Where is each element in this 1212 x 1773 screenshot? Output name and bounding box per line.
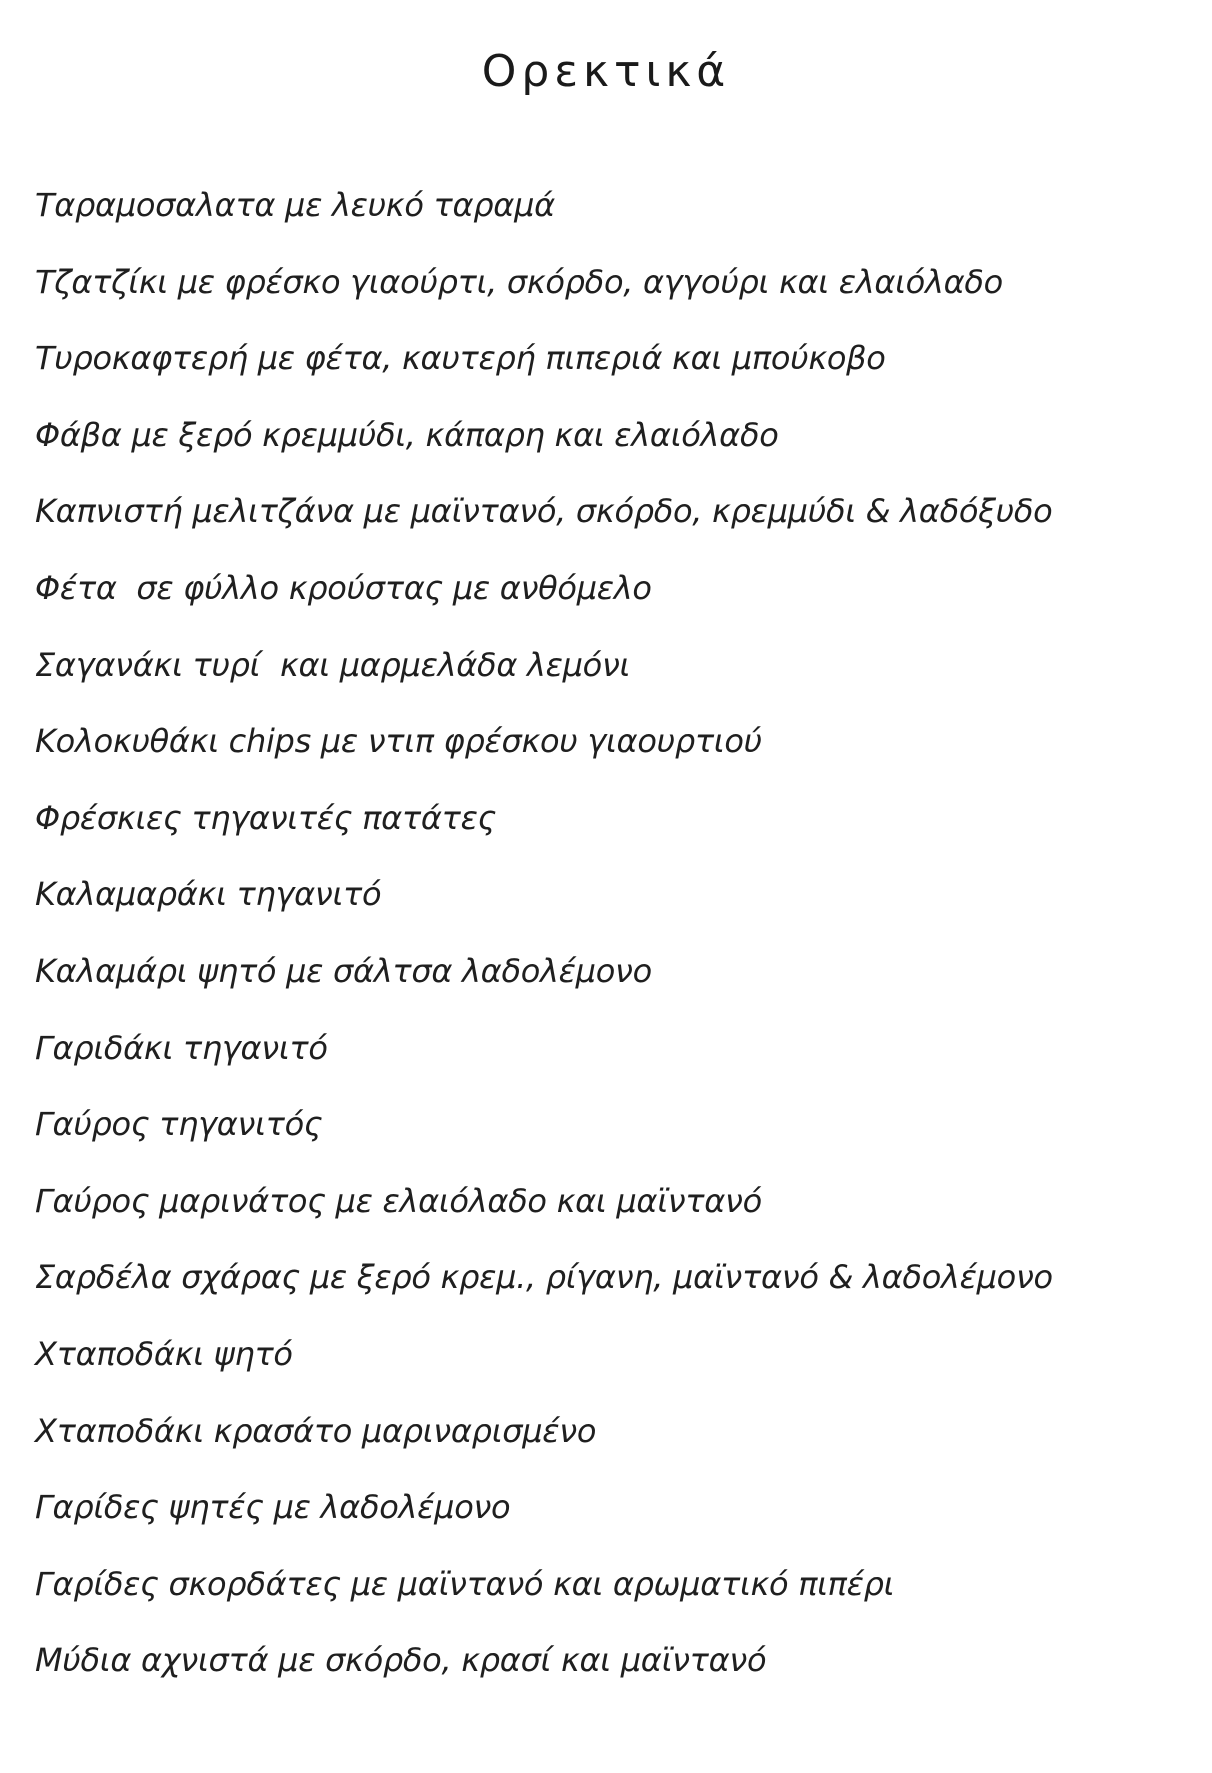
list-item: Καλαμάρι ψητό με σάλτσα λαδολέμονο (35, 951, 652, 990)
list-item: Καπνιστή μελιτζάνα με μαϊντανό, σκόρδο, κρεμμύδι & λαδόξυδο (35, 492, 1053, 531)
list-item: Γαριδάκι τηγανιτό (35, 1028, 328, 1067)
list-item: Φάβα με ξερό κρεμμύδι, κάπαρη και ελαιόλαδο (35, 415, 779, 454)
list-item: Ταραμοσαλατα με λευκό ταραμά (35, 186, 555, 224)
list-item: Φέτα σε φύλλο κρούστας με ανθόμελο (35, 568, 652, 607)
list-item: Μύδια αχνιστά με σκόρδο, κρασί και μαϊντανό (35, 1641, 767, 1680)
list-item: Καλαμαράκι τηγανιτό (35, 875, 382, 914)
list-item: Γαρίδες σκορδάτες με μαϊντανό και αρωματικό πιπέρι (35, 1564, 895, 1603)
list-item: Χταποδάκι κρασάτο μαριναρισμένο (35, 1411, 597, 1450)
list-item: Χταποδάκι ψητό (35, 1334, 293, 1373)
appetizer-list (35, 183, 1175, 1715)
list-item: Τυροκαφτερή με φέτα, καυτερή πιπεριά και μπούκοβο (35, 339, 886, 378)
list-item: Φρέσκιες τηγανιτές πατάτες (35, 798, 497, 837)
list-item: Σαρδέλα σχάρας με ξερό κρεμ., ρίγανη, μαϊντανό & λαδολέμονο (35, 1258, 1053, 1297)
list-item: Γαύρος τηγανιτός (35, 1105, 323, 1144)
list-item: Γαύρος μαρινάτος με ελαιόλαδο και μαϊντανό (35, 1181, 762, 1220)
list-item: Σαγανάκι τυρί και μαρμελάδα λεμόνι (35, 645, 631, 684)
list-item: Κολοκυθάκι chips με ντιπ φρέσκου γιαουρτιού (35, 722, 762, 761)
page-title: Ορεκτικά (481, 46, 731, 97)
list-item: Τζατζίκι με φρέσκο γιαούρτι, σκόρδο, αγγούρι και ελαιόλαδο (35, 262, 1003, 301)
list-item: Γαρίδες ψητές με λαδολέμονο (35, 1488, 511, 1527)
